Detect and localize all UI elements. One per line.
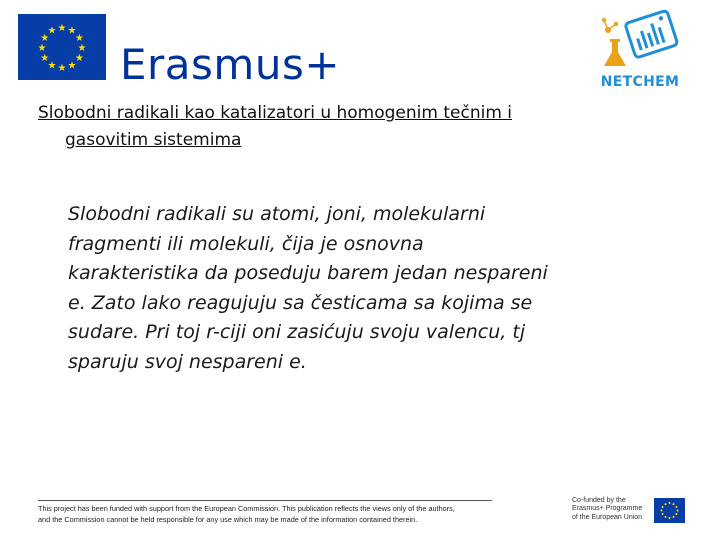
body-line: e. Zato lako reagujuju sa česticama sa kojima se [68,291,533,314]
svg-text:★: ★ [57,63,67,74]
svg-text:★: ★ [67,25,77,37]
footer-disclaimer [38,503,508,525]
disclaimer-line-2: and the Commission cannot be held responsible for any use which may be made of the information contained therein. [38,515,418,524]
svg-text:★: ★ [67,60,77,72]
eu-flag-icon [18,14,106,80]
disclaimer-line-1: This project has been funded with support from the European Commission. This publication reflects the views only of the authors, [38,504,455,513]
body-line: fragmenti ili molekuli, čija je osnovna [68,232,424,255]
slide-title-line-2: gasovitim sistemima [65,130,242,150]
svg-text:★: ★ [77,43,87,54]
netchem-logo-icon [590,6,690,76]
eu-flag-small-icon [654,498,685,523]
svg-text:★: ★ [37,43,47,54]
slide-title [38,100,598,154]
body-line: Slobodni radikali su atomi, joni, molekularni [68,203,486,225]
cofunded-line: of the European Union [572,513,643,521]
cofunded-line: Erasmus+ Programme [572,505,643,513]
svg-text:★: ★ [40,53,50,64]
svg-text:★: ★ [57,23,67,34]
svg-text:★: ★ [47,25,57,37]
slide-body-paragraph [68,200,698,377]
erasmus-plus-logo-text: Erasmus+ [120,40,341,89]
netchem-logo-text: NETCHEM [600,74,680,90]
footer-divider [38,500,492,501]
body-line: sudare. Pri toj r-ciji oni zasićuju svoju valencu, tj [68,321,526,343]
cofunded-line: Co-funded by the [572,497,626,504]
svg-text:★: ★ [74,33,84,44]
body-line: sparuju svoj nespareni e. [68,350,307,373]
svg-text:★: ★ [74,53,84,64]
slide-title-line-1: Slobodni radikali kao katalizatori u homogenim tečnim i [38,103,512,123]
svg-text:★: ★ [47,60,57,72]
body-line: karakteristika da poseduju barem jedan nespareni [68,262,548,284]
svg-text:★: ★ [40,33,50,44]
netchem-logo [590,6,690,98]
cofunded-label [572,497,652,522]
